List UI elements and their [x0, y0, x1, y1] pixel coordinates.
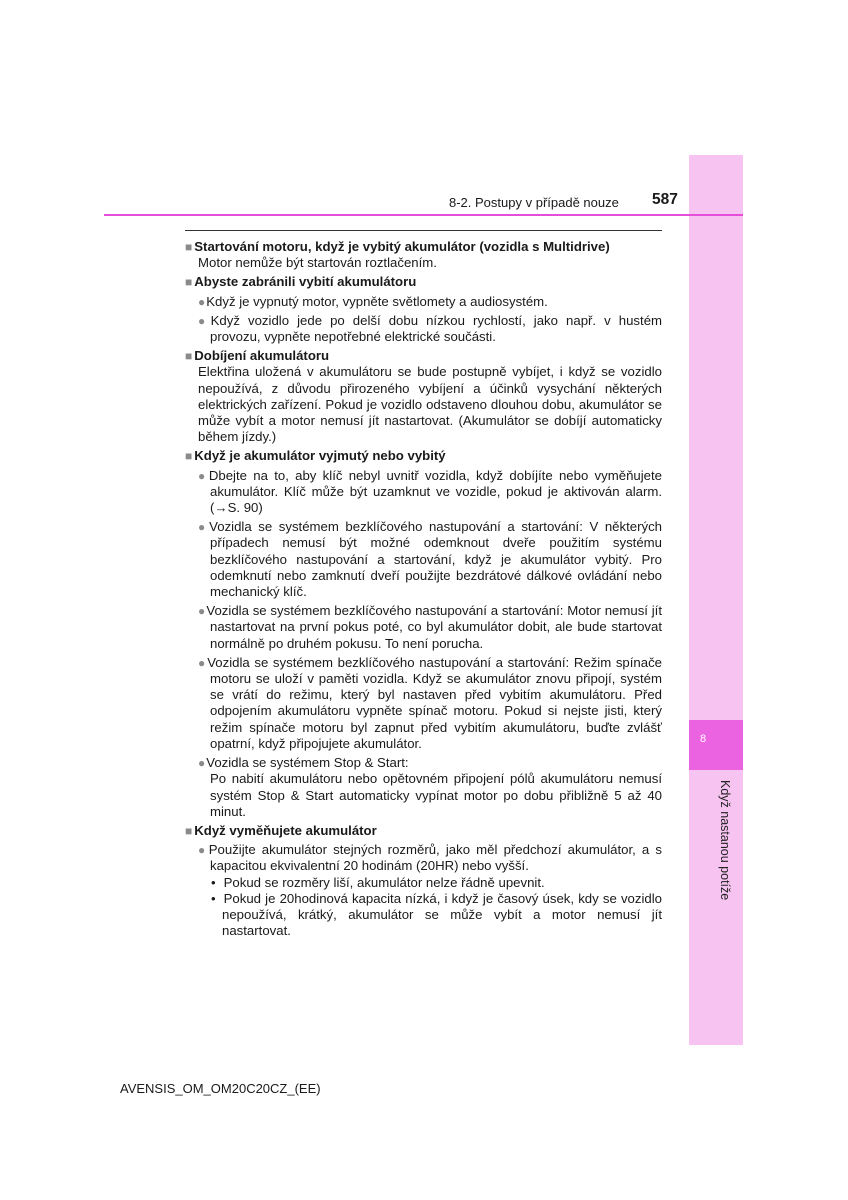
list-item: ● Když je vypnutý motor, vypněte světlomety a audiosystém. [185, 294, 662, 310]
side-tab [689, 155, 743, 1045]
section-heading: ■ Dobíjení akumulátoru [185, 348, 662, 364]
list-item: ● Vozidla se systémem bezklíčového nastupování a startování: V některých případech nemusí být možné odemknout dveře použitím systému bezklíčového nastupování a startování, když je akumulátor vybitý. Pro odemknutí nebo zamknutí dveří použijte bezdrátové dálkové ovládání nebo mechanický klíč. [185, 519, 662, 600]
list-item: ● Vozidla se systémem bezklíčového nastupování a startování: Režim spínače motoru se uloží v paměti vozidla. Když se akumulátor znovu připojí, systém se vrátí do režimu, který byl nastaven před vybitím akumulátoru. Před odpojením akumulátoru vypněte spínač motoru. Pokud si nejste jisti, který režim spínače motoru byl zapnut před vybitím akumulátoru, buďte zvlášť opatrní, když připojujete akumulátor. [185, 655, 662, 752]
side-tab-chapter-marker [689, 720, 743, 770]
chapter-label: Když nastanou potíže [718, 780, 732, 901]
list-item: ● Dbejte na to, aby klíč nebyl uvnitř vozidla, když dobíjíte nebo vyměňujete akumulátor. Klíč může být uzamknut ve vozidle, pokud je aktivován alarm. (→S. 90) [185, 468, 662, 517]
page-content [185, 230, 662, 939]
list-item: ● Vozidla se systémem bezklíčového nastupování a startování: Motor nemusí jít nastartovat na první pokus poté, co byl akumulátor dobit, ale bude startovat normálně po druhém pokusu. To není porucha. [185, 603, 662, 652]
list-item-body: Po nabití akumulátoru nebo opětovném připojení pólů akumulátoru nemusí systém Stop & Start automaticky vypínat motor po dobu přibližně 5 až 40 minut. [210, 771, 662, 819]
page-number: 587 [652, 191, 678, 208]
list-item: ● Když vozidlo jede po delší dobu nízkou rychlostí, jako např. v hustém provozu, vypněte nepotřebné elektrické součásti. [185, 313, 662, 345]
section-heading: ■ Když vyměňujete akumulátor [185, 823, 662, 839]
section-heading: ■ Abyste zabránili vybití akumulátoru [185, 274, 662, 290]
section-header: 8-2. Postupy v případě nouze [449, 195, 619, 210]
sub-list-item: • Pokud se rozměry liší, akumulátor nelze řádně upevnit. [185, 875, 662, 891]
list-item: ● Použijte akumulátor stejných rozměrů, jako měl předchozí akumulátor, a s kapacitou ekvivalentní 20 hodinám (20HR) nebo vyšší. [185, 842, 662, 874]
chapter-number: 8 [700, 733, 707, 745]
document-footer-code: AVENSIS_OM_OM20C20CZ_(EE) [120, 1081, 321, 1096]
list-item: ● Vozidla se systémem Stop & Start: [185, 755, 662, 771]
section-heading: ■ Když je akumulátor vyjmutý nebo vybitý [185, 448, 662, 464]
header-rule [104, 214, 743, 216]
section-body: Motor nemůže být startován roztlačením. [198, 255, 437, 271]
section-body: Elektřina uložená v akumulátoru se bude postupně vybíjet, i když se vozidlo nepoužívá, z důvodu přirozeného vybíjení a účinků vysychání některých elektrických zařízení. Pokud je vozidlo odstaveno dlouhou dobu, akumulátor se může vybít a motor nemusí jít nastartovat. (Akumulátor se dobíjí automaticky během jízdy.) [198, 364, 662, 445]
section-heading: ■ Startování motoru, když je vybitý akumulátor (vozidla s Multidrive) [185, 239, 662, 255]
sub-list-item: • Pokud je 20hodinová kapacita nízká, i když je časový úsek, kdy se vozidlo nepoužívá, krátký, akumulátor se může vybít a motor nemusí jít nastartovat. [185, 891, 662, 940]
